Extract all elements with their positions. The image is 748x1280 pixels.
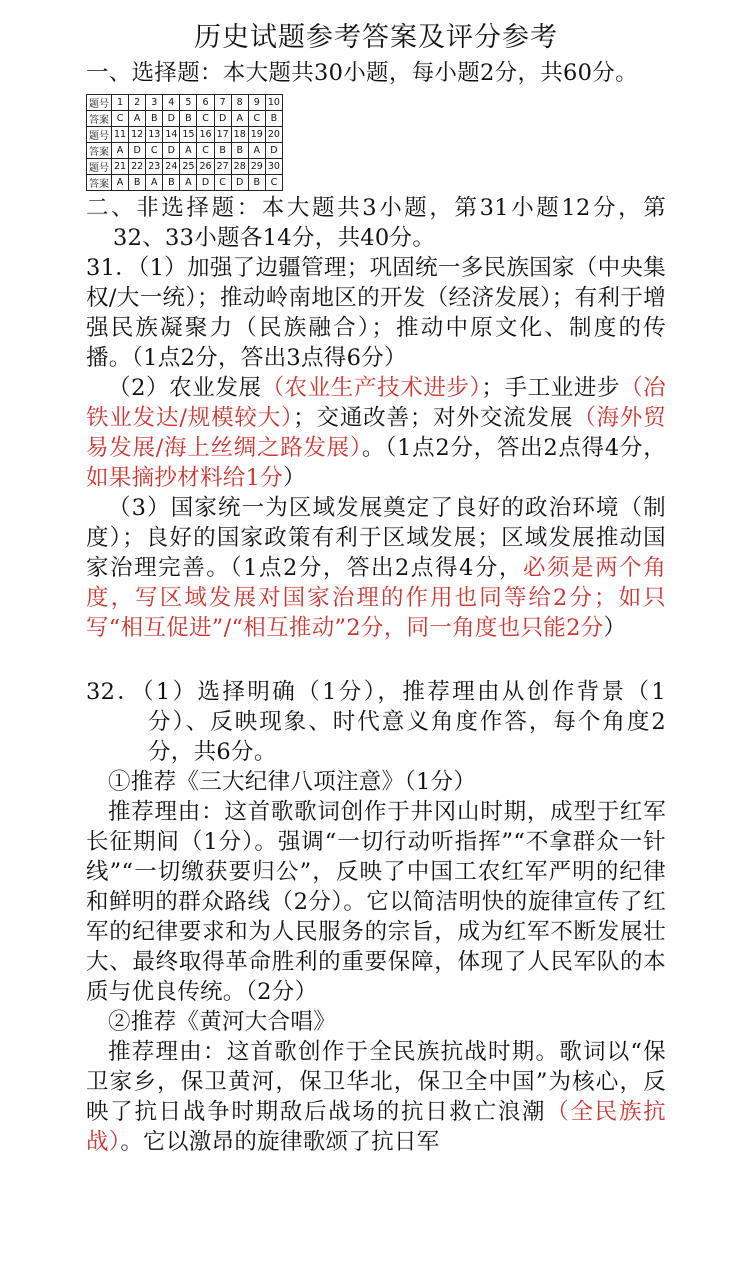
q32-option1-reason: 推荐理由：这首歌歌词创作于井冈山时期，成型于红军长征期间（1分）。强调“一切行动听指挥”“不拿群众一针线”“一切缴获要归公”，反映了中国工农红军严明的纪律和鲜明的群众路线（2分）。它以简洁明快的旋律宣传了红军的纪律要求和为人民服务的宗旨，成为红军不断发展壮大、最终取得革命胜利的重要保障，体现了人民军队的本质与优良传统。（2分） bbox=[86, 799, 666, 1005]
table-cell: 14 bbox=[163, 127, 180, 143]
table-cell: 21 bbox=[112, 159, 129, 175]
table-cell: 1 bbox=[112, 95, 129, 111]
page-title: 历史试题参考答案及评分参考 bbox=[194, 22, 558, 53]
table-cell: 26 bbox=[197, 159, 214, 175]
table-cell: A bbox=[146, 175, 163, 191]
text-run: ；手工业进步 bbox=[481, 375, 621, 401]
scoring-note-red: （农业生产技术进步） bbox=[261, 375, 482, 401]
table-cell: 3 bbox=[146, 95, 163, 111]
table-row bbox=[87, 175, 283, 191]
table-cell: D bbox=[214, 111, 231, 127]
q32-option2-reason bbox=[86, 1037, 666, 1157]
table-row bbox=[87, 111, 283, 127]
table-cell: A bbox=[180, 175, 197, 191]
table-row bbox=[87, 143, 283, 159]
scoring-note-red: （全民族抗战） bbox=[86, 1099, 666, 1155]
table-cell: A bbox=[112, 175, 129, 191]
table-cell: 23 bbox=[146, 159, 163, 175]
text-run: ） bbox=[603, 615, 627, 641]
table-cell: D bbox=[163, 111, 180, 127]
table-cell: B bbox=[265, 111, 282, 127]
table-cell: 9 bbox=[248, 95, 265, 111]
q31-part3 bbox=[86, 493, 666, 643]
text-run: 。（1点2分，答出2点得4分， bbox=[361, 435, 666, 461]
table-cell: C bbox=[197, 111, 214, 127]
table-cell: 12 bbox=[129, 127, 146, 143]
table-cell: B bbox=[248, 175, 265, 191]
table-cell: A bbox=[112, 143, 129, 159]
answer-document bbox=[86, 18, 666, 1157]
answer-table bbox=[86, 94, 283, 191]
table-cell: 8 bbox=[231, 95, 248, 111]
table-cell: 25 bbox=[180, 159, 197, 175]
table-row bbox=[87, 127, 283, 143]
row-label: 题号 bbox=[87, 127, 112, 143]
row-label: 题号 bbox=[87, 159, 112, 175]
table-cell: B bbox=[214, 143, 231, 159]
table-cell: C bbox=[214, 175, 231, 191]
table-cell: 22 bbox=[129, 159, 146, 175]
table-cell: C bbox=[112, 111, 129, 127]
table-cell: 30 bbox=[265, 159, 282, 175]
table-cell: D bbox=[265, 143, 282, 159]
table-cell: A bbox=[180, 143, 197, 159]
section1-heading: 一、选择题：本大题共30小题，每小题2分，共60分。 bbox=[86, 60, 638, 86]
table-cell: 2 bbox=[129, 95, 146, 111]
table-cell: D bbox=[231, 175, 248, 191]
text-run: （3）国家统一为区域发展奠定了良好的政治环境（制度）；良好的国家政策有利于区域发展；区域发展推动国家治理完善。（1点2分，答出2点得4分， bbox=[86, 495, 666, 581]
text-run: 。它以激昂的旋律歌颂了抗日军 bbox=[120, 1129, 440, 1155]
table-cell: 5 bbox=[180, 95, 197, 111]
table-cell: 7 bbox=[214, 95, 231, 111]
scoring-note-red: 如果摘抄材料给1分 bbox=[86, 465, 284, 491]
table-cell: B bbox=[163, 175, 180, 191]
table-cell: 24 bbox=[163, 159, 180, 175]
table-cell: 15 bbox=[180, 127, 197, 143]
table-cell: B bbox=[146, 111, 163, 127]
scoring-note-red: （海外贸易发展/海上丝绸之路发展） bbox=[86, 405, 666, 461]
table-cell: B bbox=[129, 175, 146, 191]
text-run: ；交通改善；对外交流发展 bbox=[293, 405, 574, 431]
row-label: 答案 bbox=[87, 143, 112, 159]
table-cell: 16 bbox=[197, 127, 214, 143]
table-cell: 11 bbox=[112, 127, 129, 143]
table-cell: A bbox=[231, 111, 248, 127]
table-cell: C bbox=[248, 111, 265, 127]
table-cell: 4 bbox=[163, 95, 180, 111]
q31-part1: 31．（1）加强了边疆管理；巩固统一多民族国家（中央集权/大一统）；推动岭南地区的开发（经济发展）；有利于增强民族凝聚力（民族融合）；推动中原文化、制度的传播。（1点2分，答出3点得6分） bbox=[86, 255, 666, 371]
table-cell: 27 bbox=[214, 159, 231, 175]
table-cell: 29 bbox=[248, 159, 265, 175]
text-run: （2）农业发展 bbox=[108, 375, 262, 401]
table-cell: 17 bbox=[214, 127, 231, 143]
table-cell: 13 bbox=[146, 127, 163, 143]
table-cell: B bbox=[180, 111, 197, 127]
q32-intro: 32．（1）选择明确（1分），推荐理由从创作背景（1分）、反映现象、时代意义角度作答，每个角度2分，共6分。 bbox=[86, 679, 666, 765]
table-cell: D bbox=[163, 143, 180, 159]
scoring-note-red: 必须是两个角度，写区域发展对国家治理的作用也同等给2分；如只写“相互促进”/“相互推动”2分，同一角度也只能2分 bbox=[86, 555, 666, 641]
table-cell: C bbox=[265, 175, 282, 191]
text-run: ） bbox=[283, 465, 306, 491]
table-cell: B bbox=[231, 143, 248, 159]
table-cell: 18 bbox=[231, 127, 248, 143]
table-cell: 19 bbox=[248, 127, 265, 143]
table-cell: C bbox=[146, 143, 163, 159]
table-cell: A bbox=[248, 143, 265, 159]
table-cell: C bbox=[197, 143, 214, 159]
section2-heading: 二、非选择题：本大题共3小题，第31小题12分，第32、33小题各14分，共40分。 bbox=[86, 195, 666, 251]
table-cell: 20 bbox=[265, 127, 282, 143]
row-label: 题号 bbox=[87, 95, 112, 111]
table-cell: D bbox=[129, 143, 146, 159]
table-cell: D bbox=[197, 175, 214, 191]
q32-option1-title: ①推荐《三大纪律八项注意》（1分） bbox=[108, 769, 477, 795]
table-cell: 10 bbox=[265, 95, 282, 111]
spacer bbox=[86, 643, 666, 677]
row-label: 答案 bbox=[87, 175, 112, 191]
scoring-note-red: （冶铁业发达/规模较大） bbox=[86, 375, 666, 431]
row-label: 答案 bbox=[87, 111, 112, 127]
q32-option2-title: ②推荐《黄河大合唱》 bbox=[108, 1009, 337, 1035]
table-cell: 6 bbox=[197, 95, 214, 111]
text-run: 推荐理由：这首歌创作于全民族抗战时期。歌词以“保卫家乡，保卫黄河，保卫华北，保卫全中国”为核心，反映了抗日战争时期敌后战场的抗日救亡浪潮 bbox=[86, 1039, 666, 1125]
table-row bbox=[87, 159, 283, 175]
table-cell: A bbox=[129, 111, 146, 127]
table-cell: 28 bbox=[231, 159, 248, 175]
q31-part2 bbox=[86, 373, 666, 493]
table-row bbox=[87, 95, 283, 111]
